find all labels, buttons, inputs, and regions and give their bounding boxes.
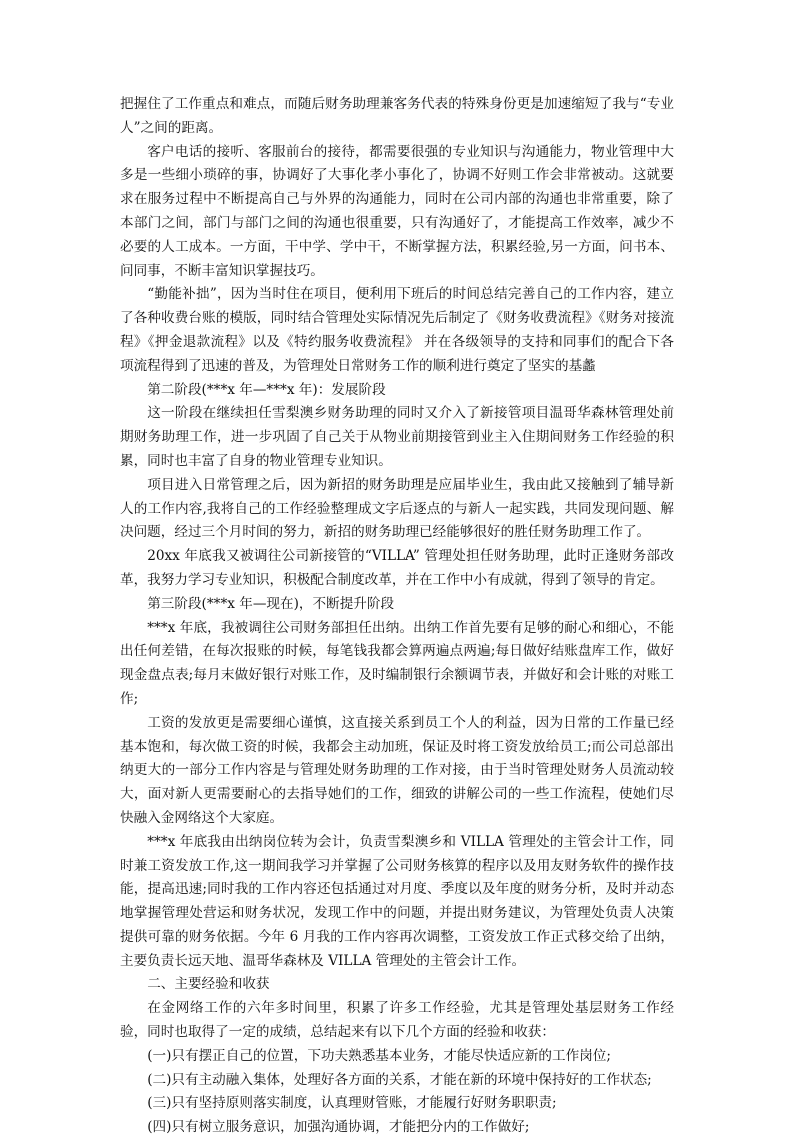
- paragraph-diligence: “勤能补拙”，因为当时住在项目，便利用下班后的时间总结完善自己的工作内容，建立了各种收费台账的模版，同时结合管理处实际情况先后制定了《财务收费流程》《财务对接流程》《押金退款流程》以及《特约服务收费流程》 并在各级领导的支持和同事们的配合下各项流程得到了迅速的普及，为管理处日常财务工作的顺利进行奠定了坚实的基蠡: [120, 286, 674, 374]
- paragraph-accountant: ***x 年底我由出纳岗位转为会计，负责雪梨澳乡和 VILLA 管理处的主管会计工作，同时兼工资发放工作,这一期间我学习并掌握了公司财务核算的程序以及用友财务软件的操作技能，提高迅速;同时我的工作内容还包括通过对月度、季度以及年度的财务分析，及时并动态地掌握管理处营运和财务状况，发现工作中的问题，并提出财务建议，为管理处负责人决策提供可靠的财务依据。今年 6 月我的工作内容再次调整，工资发放工作正式移交给了出纳，主要负责长远天地、温哥华森林及 VILLA 管理处的主管会计工作。: [120, 833, 674, 969]
- paragraph-villa: 20xx 年底我又被调往公司新接管的“VILLA” 管理处担任财务助理，此时正逢财务部改革，我努力学习专业知识，积极配合制度改革，并在工作中小有成就，得到了领导的肯定。: [120, 548, 674, 588]
- paragraph-experience-intro: 在金网络工作的六年多时间里，积累了许多工作经验，尤其是管理处基层财务工作经验，同时也取得了一定的成绩，总结起来有以下几个方面的经验和收获：: [120, 1000, 674, 1041]
- paragraph-mentoring: 项目进入日常管理之后，因为新招的财务助理是应届毕业生，我由此又接触到了辅导新人的工作内容,我将自己的工作经验整理成文字后逐点的与新人一起实践，共同发现问题、解决问题，经过三个月时间的努力，新招的财务助理已经能够很好的胜任财务助理工作了。: [120, 476, 674, 541]
- list-item-experience-1: (一)只有摆正自己的位置，下功夫熟悉基本业务，才能尽快适应新的工作岗位;: [147, 1047, 611, 1064]
- heading-experience: 二、主要经验和收获: [147, 976, 270, 993]
- list-item-experience-3: (三)只有坚持原则落实制度，认真理财管账，才能履行好财务职职责;: [147, 1095, 557, 1112]
- paragraph-payroll: 工资的发放更是需要细心谨慎，这直接关系到员工个人的利益，因为日常的工作量已经基本饱和，每次做工资的时候，我都会主动加班，保证及时将工资发放给员工;而公司总部出纳更大的一部分工作内容是与管理处财务助理的工作对接，由于当时管理处财务人员流动较大，面对新人更需要耐心的去指导她们的工作，细致的讲解公司的一些工作流程，使她们尽快融入金网络这个大家庭。: [120, 714, 674, 826]
- heading-stage-three: 第三阶段(***x 年—现在)，不断提升阶段: [147, 595, 395, 612]
- paragraph-continuation: 把握住了工作重点和难点，而随后财务助理兼客务代表的特殊身份更是加速缩短了我与“专业人”之间的距离。: [120, 96, 674, 136]
- paragraph-stage-two-intro: 这一阶段在继续担任雪梨澳乡财务助理的同时又介入了新接管项目温哥华森林管理处前期财务助理工作，进一步巩固了自己关于从物业前期接管到业主入住期间财务工作经验的积累，同时也丰富了自身的物业管理专业知识。: [120, 405, 674, 469]
- document-body: [120, 93, 674, 1140]
- list-item-experience-2: (二)只有主动融入集体，处理好各方面的关系，才能在新的环境中保持好的工作状态;: [147, 1071, 652, 1088]
- paragraph-communication: 客户电话的接听、客服前台的接待，都需要很强的专业知识与沟通能力，物业管理中大多是一些细小琐碎的事，协调好了大事化孝小事化了，协调不好则工作会非常被动。这就要求在服务过程中不断提高自己与外界的沟通能力，同时在公司内部的沟通也非常重要，除了本部门之间，部门与部门之间的沟通也很重要，只有沟通好了，才能提高工作效率，减少不必要的人工成本。一方面，干中学、学中干，不断掌握方法，积累经验,另一方面，问书本、问同事，不断丰富知识掌握技巧。: [120, 143, 674, 279]
- list-item-experience-4: (四)只有树立服务意识，加强沟通协调，才能把分内的工作做好;: [147, 1119, 530, 1136]
- paragraph-cashier: ***x 年底，我被调往公司财务部担任出纳。出纳工作首先要有足够的耐心和细心，不能出任何差错，在每次报账的时候，每笔钱我都会算两遍点两遍;每日做好结账盘库工作，做好现金盘点表;每月末做好银行对账工作，及时编制银行余额调节表，并做好和会计账的对账工作;: [120, 619, 674, 707]
- heading-stage-two: 第二阶段(***x 年—***x 年)：发展阶段: [147, 381, 386, 398]
